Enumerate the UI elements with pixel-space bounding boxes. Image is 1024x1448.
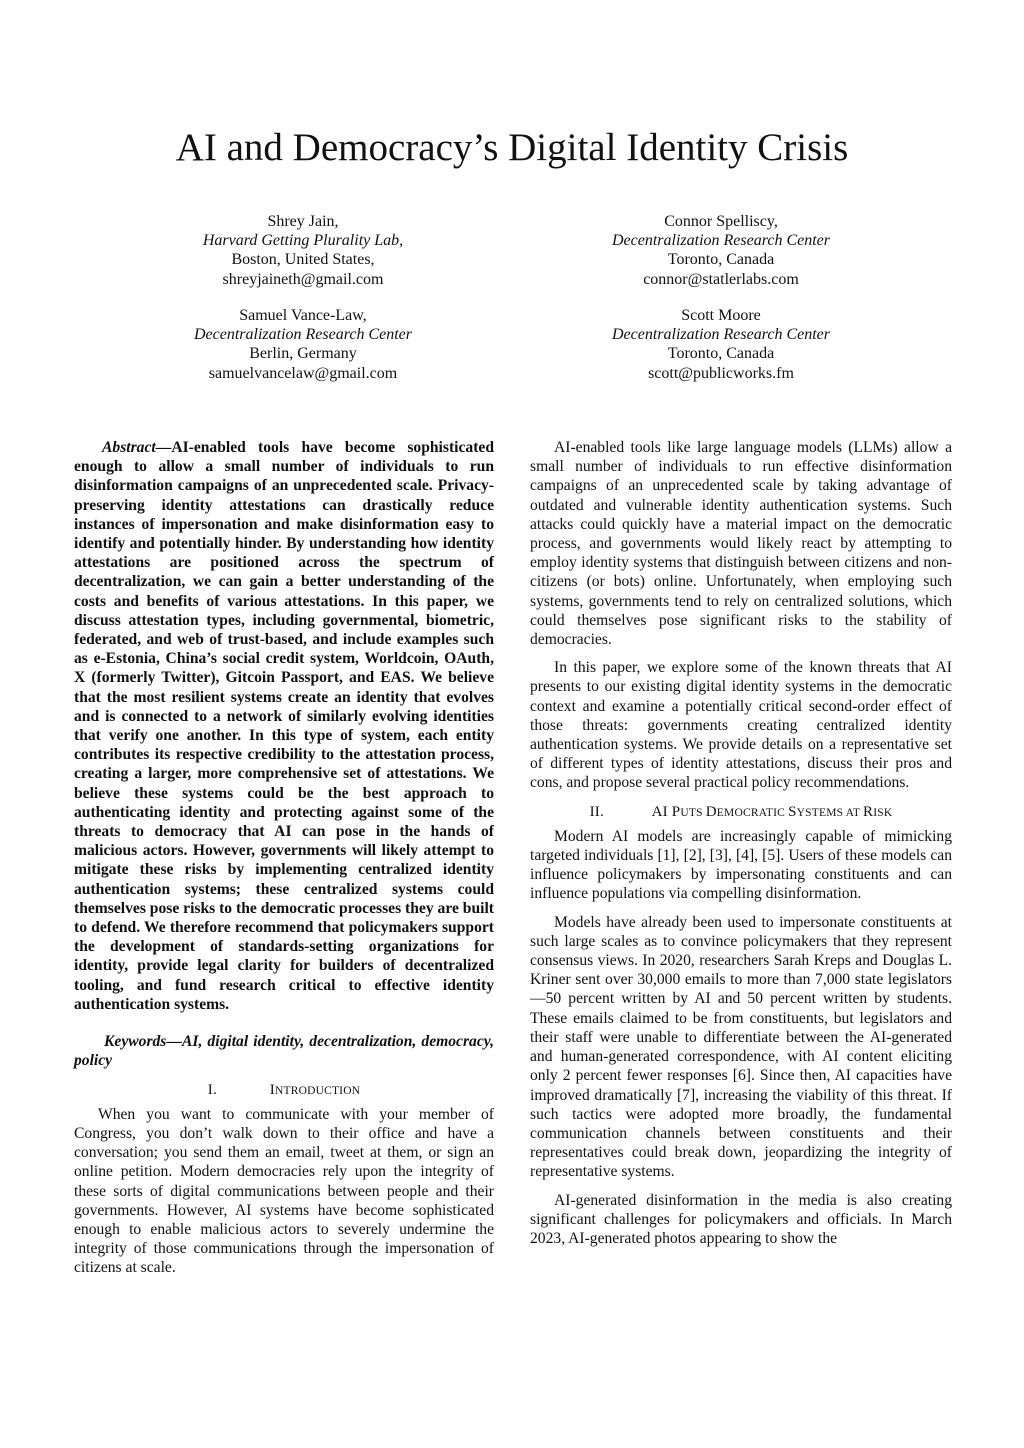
section-title-part: ISK: [873, 806, 893, 819]
abstract: [74, 438, 494, 1014]
keywords: Keywords—AI, digital identity, decentralization, democracy, policy: [74, 1033, 494, 1070]
section-heading-ai-risk: [530, 803, 952, 823]
body-paragraph: Modern AI models are increasingly capable of mimicking targeted individuals [1], [2], [3], [4], [5]. Users of these models can influence policymakers by impersonating constituents and can influence populations via compelling disinformation.: [530, 827, 952, 903]
author-email: scott@publicworks.fm: [648, 364, 794, 382]
author-location: Berlin, Germany: [249, 345, 357, 363]
author-email: connor@statlerlabs.com: [643, 270, 799, 288]
section-number: I.: [207, 1081, 217, 1098]
section-title-part: R: [863, 803, 874, 820]
section-title-part: D: [705, 803, 717, 820]
body-paragraph: AI-enabled tools like large language models (LLMs) allow a small number of individuals to run effective disinformation campaigns of an unprecedented scale by taking advantage of outdated and vulnerable identity authentication systems. Such attacks could quickly have a material impact on the democratic process, and governments would likely react by attempting to employ identity systems that distinguish between citizens and non-citizens (or bots) online. Unfortunately, when employing such systems, governments tend to rely on centralized solutions, which could themselves pose significant risks to the stability of democracies.: [530, 439, 952, 649]
author-email: shreyjaineth@gmail.com: [222, 270, 384, 288]
right-column: [530, 438, 952, 1257]
body-paragraph: In this paper, we explore some of the known threats that AI presents to our existing digital identity systems in the democratic context and examine a potentially critical second-order effect of those threats: governments creating centralized identity authentication systems. We provide details on a representative set of different types of identity attestations, discuss their pros and cons, and propose several practical policy recommendations.: [530, 659, 952, 792]
author-block: [521, 212, 921, 289]
section-heading-introduction: [74, 1081, 494, 1101]
author-affiliation: Harvard Getting Plurality Lab,: [202, 232, 404, 250]
author-location: Toronto, Canada: [667, 345, 775, 363]
author-block: [103, 306, 503, 383]
author-affiliation: Decentralization Research Center: [193, 326, 413, 344]
abstract-label: Abstract: [102, 439, 156, 456]
author-affiliation: Decentralization Research Center: [611, 232, 831, 250]
author-name: Shrey Jain,: [267, 213, 339, 230]
body-paragraph: AI-generated disinformation in the media is also creating significant challenges for policymakers and officials. In March 2023, AI-generated photos appearing to show the: [530, 1191, 952, 1247]
author-affiliation: Decentralization Research Center: [611, 326, 831, 344]
section-title-rest: NTRODUCTION: [274, 1084, 361, 1097]
section-number: II.: [589, 803, 604, 820]
section-title-part: YSTEMS AT: [796, 806, 864, 819]
abstract-text: —AI-enabled tools have become sophisticated enough to allow a small number of individuals to run disinformation campaigns of an unprecedented scale. Privacy-preserving identity attestations can drastically reduce instances of impersonation and make disinformation easy to identify and potentially hinder. By understanding how identity attestations are positioned across the spectrum of decentralization, we can gain a better understanding of the costs and benefits of various attestations. In this paper, we discuss attestation types, including governmental, biometric, federated, and web of trust-based, and include examples such as e-Estonia, China’s social credit system, Worldcoin, OAuth, X (formerly Twitter), Gitcoin Passport, and EAS. We believe that the most resilient systems create an identity that evolves and is connected to a network of similarly evolving identities that verify one another. In this type of system, each entity contributes its respective credibility to the attestation process, creating a larger, more comprehensive set of attestations. We believe these systems could be the best approach to authenticating identity and protecting against some of the threats to democracy that AI can pose in the hands of malicious actors. However, governments will likely attempt to mitigate these risks by implementing centralized identity authentication systems; these centralized systems could themselves pose risks to the democratic processes they are built to defend. We therefore recommend that policymakers support the development of standards-setting organizations for identity, provide legal clarity for builders of decentralized tooling, and fund research critical to effective identity authentication systems.: [74, 439, 494, 1013]
section-title-part: AI P: [651, 803, 681, 820]
author-name: Samuel Vance-Law,: [239, 307, 367, 324]
paper-title: AI and Democracy’s Digital Identity Crisis: [175, 126, 849, 169]
author-location: Boston, United States,: [231, 251, 375, 269]
author-location: Toronto, Canada: [667, 251, 775, 269]
section-title-initial: I: [269, 1081, 275, 1098]
section-title-part: S: [788, 803, 797, 820]
author-name: Scott Moore: [681, 307, 761, 324]
left-column: [74, 438, 494, 1287]
section-title-part: UTS: [680, 806, 706, 819]
author-block: [521, 306, 921, 383]
author-block: [103, 212, 503, 289]
intro-paragraph: When you want to communicate with your member of Congress, you don’t walk down to their office and have a conversation; you send them an email, tweet at them, or sign an online petition. Modern democracies rely upon the integrity of these sorts of digital communications between people and their governments. However, AI systems have become sophisticated enough to enable malicious actors to severely undermine the integrity of those communications through the impersonation of citizens at scale.: [74, 1105, 494, 1277]
author-email: samuelvancelaw@gmail.com: [208, 364, 398, 382]
section-title-part: EMOCRATIC: [716, 806, 789, 819]
body-paragraph: Models have already been used to impersonate constituents at such large scales as to convince policymakers that they represent consensus views. In 2020, researchers Sarah Kreps and Douglas L. Kriner sent over 30,000 emails to more than 7,000 state legislators—50 percent written by AI and 50 percent written by students. These emails claimed to be from constituents, but legislators and their staff were unable to differentiate between the AI-generated and human-generated correspondence, with AI content eliciting only 2 percent fewer responses [6]. Since then, AI capacities have improved dramatically [7], increasing the viability of this threat. If such tactics were adopted more broadly, the fundamental communication channels between constituents and their representatives could break down, jeopardizing the integrity of representative systems.: [530, 913, 952, 1181]
author-name: Connor Spelliscy,: [664, 213, 778, 230]
